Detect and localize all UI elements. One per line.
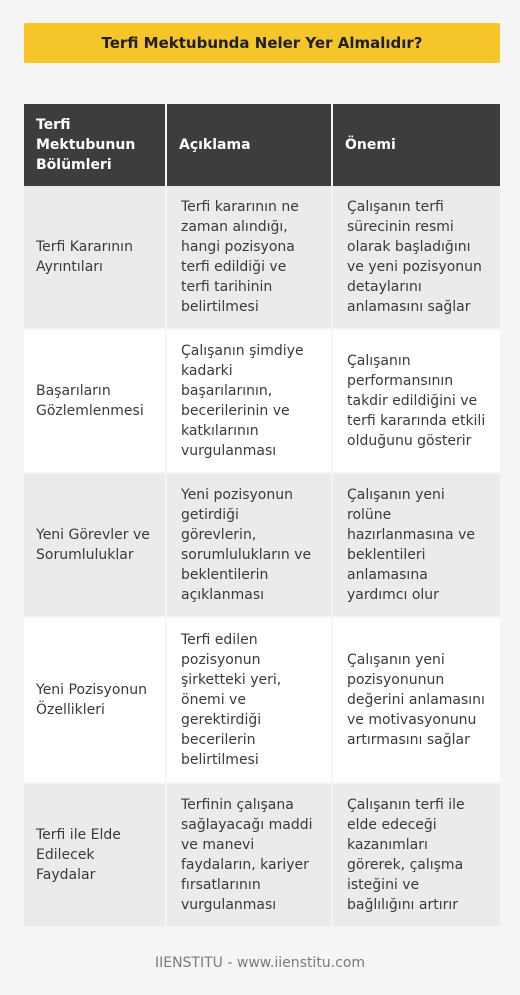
row-description-cell: Terfi kararının ne zaman alındığı, hangi pozisyona terfi edildiği ve terfi tarihinin belirtilmesi <box>166 186 332 329</box>
page-title-banner <box>24 23 500 63</box>
table-row <box>24 617 500 783</box>
row-importance-cell: Çalışanın yeni rolüne hazırlanmasına ve beklentileri anlamasına yardımcı olur <box>332 473 500 617</box>
row-importance-cell: Çalışanın yeni pozisyonunun değerini anlamasını ve motivasyonunu artırmasını sağlar <box>332 617 500 783</box>
row-description-cell: Terfinin çalışana sağlayacağı maddi ve manevi faydaların, kariyer fırsatlarının vurgulanması <box>166 783 332 927</box>
column-header-sections: Terfi Mektubunun Bölümleri <box>24 104 166 186</box>
row-importance-cell: Çalışanın terfi ile elde edeceği kazanımları görerek, çalışma isteğini ve bağlılığını artırır <box>332 783 500 927</box>
table-row <box>24 329 500 473</box>
row-description-cell: Çalışanın şimdiye kadarki başarılarının, becerilerinin ve katkılarının vurgulanması <box>166 329 332 473</box>
table-header-row <box>24 104 500 186</box>
table-row <box>24 783 500 927</box>
table-row <box>24 473 500 617</box>
row-importance-cell: Çalışanın performansının takdir edildiğini ve terfi kararında etkili olduğunu gösterir <box>332 329 500 473</box>
footer-credit: IIENSTITU - www.iienstitu.com <box>154 955 366 971</box>
row-importance-cell: Çalışanın terfi sürecinin resmi olarak başladığını ve yeni pozisyonun detaylarını anlamasını sağlar <box>332 186 500 329</box>
row-section-cell: Terfi Kararının Ayrıntıları <box>24 186 166 329</box>
table-row <box>24 186 500 329</box>
column-header-importance: Önemi <box>332 104 500 186</box>
row-description-cell: Yeni pozisyonun getirdiği görevlerin, sorumlulukların ve beklentilerin açıklanması <box>166 473 332 617</box>
row-section-cell: Yeni Pozisyonun Özellikleri <box>24 617 166 783</box>
row-description-cell: Terfi edilen pozisyonun şirketteki yeri, önemi ve gerektirdiği becerilerin belirtilmesi <box>166 617 332 783</box>
row-section-cell: Başarıların Gözlemlenmesi <box>24 329 166 473</box>
page-title: Terfi Mektubunda Neler Yer Almalıdır? <box>101 34 423 52</box>
row-section-cell: Yeni Görevler ve Sorumluluklar <box>24 473 166 617</box>
column-header-description: Açıklama <box>166 104 332 186</box>
info-table <box>24 104 500 928</box>
row-section-cell: Terfi ile Elde Edilecek Faydalar <box>24 783 166 927</box>
